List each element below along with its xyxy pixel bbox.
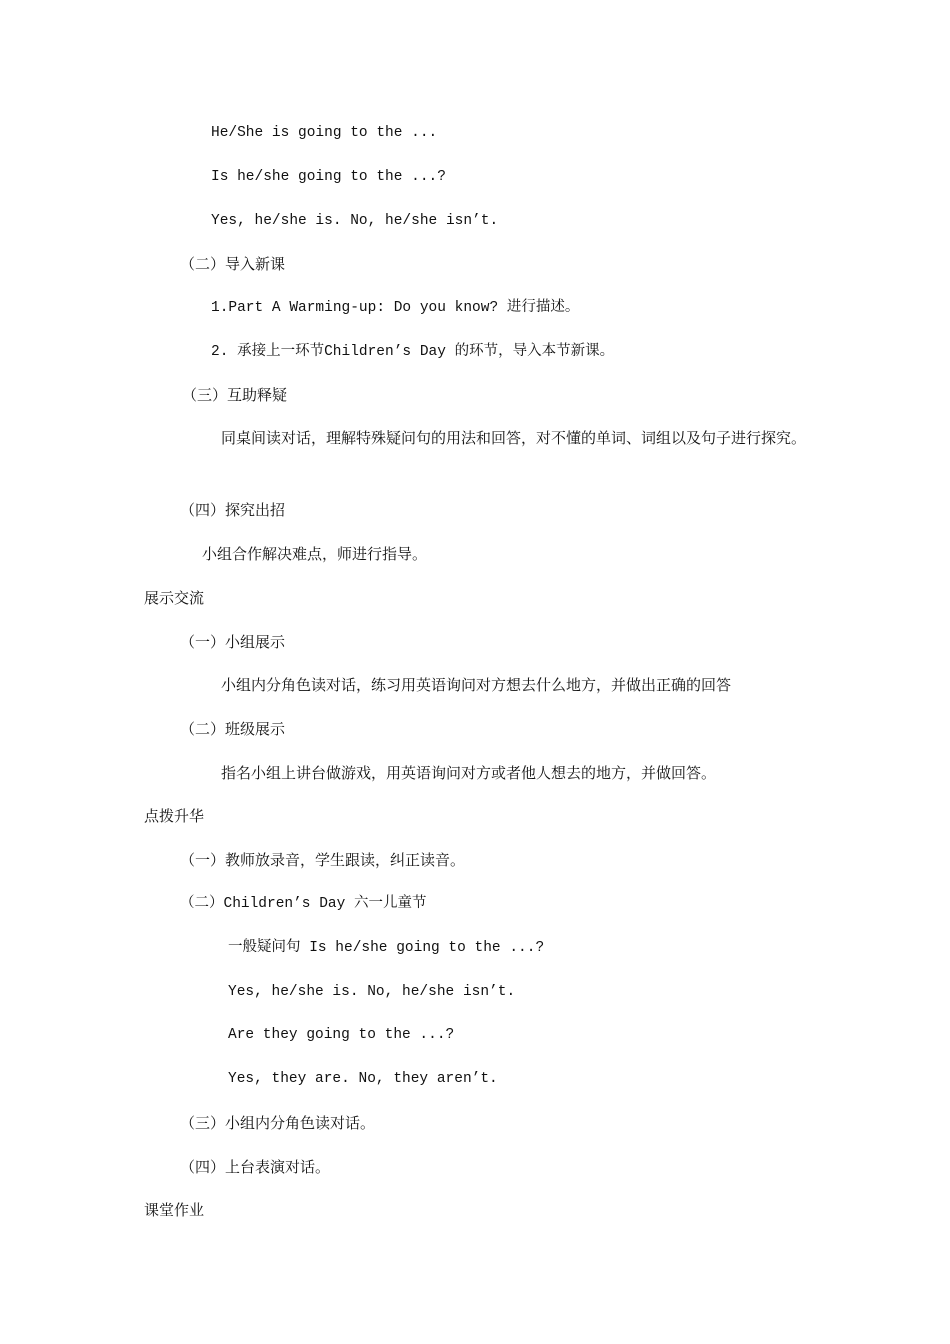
paragraph: 指名小组上讲台做游戏，用英语询问对方或者他人想去的地方，并做回答。 xyxy=(221,764,717,782)
paragraph: 小组合作解决难点，师进行指导。 xyxy=(202,545,428,563)
section-heading: （三）小组内分角色读对话。 xyxy=(180,1114,376,1132)
section-heading: （二）导入新课 xyxy=(180,255,286,273)
pattern-line: He/She is going to the ... xyxy=(211,125,438,141)
pattern-line: 一般疑问句 Is he/she going to the ...? xyxy=(228,940,545,956)
chapter-heading: 展示交流 xyxy=(144,589,205,607)
pattern-line: Yes, he/she is. No, he/she isn’t. xyxy=(211,213,499,229)
pattern-line: Is he/she going to the ...? xyxy=(211,169,446,185)
list-item: 1.Part A Warming-up: Do you know? 进行描述。 xyxy=(211,300,580,316)
pattern-line: Yes, they are. No, they aren’t. xyxy=(228,1071,498,1087)
section-heading: （三）互助释疑 xyxy=(182,386,288,404)
section-heading: （四）探究出招 xyxy=(180,501,286,519)
section-heading: （二）班级展示 xyxy=(180,720,286,738)
chapter-heading: 点拨升华 xyxy=(144,807,205,825)
chapter-heading: 课堂作业 xyxy=(144,1201,205,1219)
pattern-line: Are they going to the ...? xyxy=(228,1027,455,1043)
section-heading: （二）Children’s Day 六一儿童节 xyxy=(180,896,427,912)
pattern-line: Yes, he/she is. No, he/she isn’t. xyxy=(228,984,516,1000)
list-item: 2. 承接上一环节Children’s Day 的环节，导入本节新课。 xyxy=(211,344,615,360)
section-heading: （一）小组展示 xyxy=(180,633,286,651)
paragraph: 小组内分角色读对话，练习用英语询问对方想去什么地方，并做出正确的回答 xyxy=(221,676,732,694)
paragraph: 同桌间读对话，理解特殊疑问句的用法和回答，对不懂的单词、词组以及句子进行探究。 xyxy=(221,429,807,447)
section-heading: （一）教师放录音，学生跟读，纠正读音。 xyxy=(180,851,466,869)
section-heading: （四）上台表演对话。 xyxy=(180,1158,331,1176)
